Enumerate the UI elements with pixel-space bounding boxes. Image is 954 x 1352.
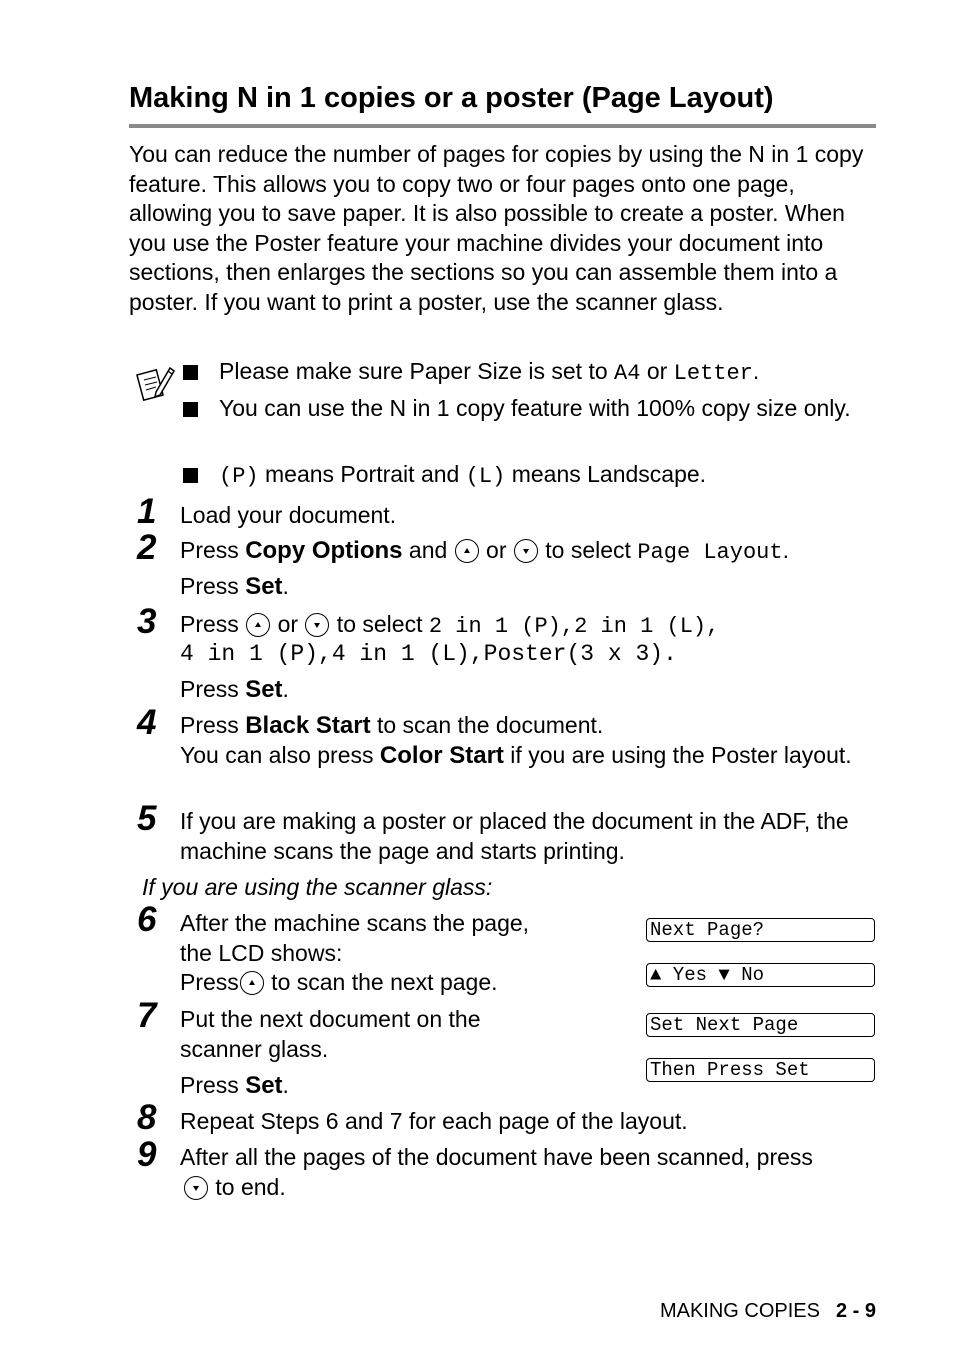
step-6-text: After the machine scans the page, the LCD shows: Press to scan the next page. bbox=[180, 910, 530, 996]
down-arrow-key-icon bbox=[184, 1176, 208, 1200]
lcd-display-line: ▲ Yes ▼ No bbox=[646, 963, 875, 987]
step-number: 5 bbox=[137, 799, 157, 838]
intro-paragraph: You can reduce the number of pages for copies by using the N in 1 copy feature. This allows you to copy two or four pages onto one page, allowing you to save paper. It is also possible to create a poster. When you use the Poster feature your machine divides your document into sections, then enlarges the sections so you can assemble them into a poster. If you want to print a poster, use the scanner glass. bbox=[129, 141, 864, 315]
note-paper-size: Please make sure Paper Size is set to A4 or Letter. bbox=[219, 358, 760, 386]
step-number: 3 bbox=[137, 602, 157, 641]
step-3-options: 4 in 1 (P),4 in 1 (L),Poster(3 x 3). bbox=[180, 641, 677, 667]
step-3-press-set: Press Set. bbox=[180, 676, 289, 703]
lcd-display-line: Set Next Page bbox=[646, 1013, 875, 1037]
step-5-text: If you are making a poster or placed the document in the ADF, the machine scans the page and starts printing. bbox=[180, 808, 849, 864]
down-arrow-key-icon bbox=[305, 613, 329, 637]
footer-section: MAKING COPIES bbox=[659, 1300, 820, 1322]
step-2-text: Press Copy Options and or to select Page Layout. bbox=[180, 537, 789, 565]
page-number: 2 - 9 bbox=[835, 1300, 876, 1322]
step-3-text: Press or to select 2 in 1 (P),2 in 1 (L), bbox=[180, 611, 720, 639]
step-2-press-set: Press Set. bbox=[180, 573, 289, 600]
lcd-display-line: Then Press Set bbox=[646, 1058, 875, 1082]
scanner-glass-note: If you are using the scanner glass: bbox=[142, 874, 493, 900]
up-arrow-key-icon bbox=[240, 971, 264, 995]
step-8-text: Repeat Steps 6 and 7 for each page of the layout. bbox=[180, 1108, 688, 1134]
step-7-press-set: Press Set. bbox=[180, 1072, 289, 1099]
note-copy-size: You can use the N in 1 copy feature with 100% copy size only. bbox=[219, 395, 851, 421]
lcd-display-line: Next Page? bbox=[646, 918, 875, 942]
step-7-text: Put the next document on the scanner glass. bbox=[180, 1006, 481, 1062]
step-1-text: Load your document. bbox=[180, 502, 397, 528]
page-title: Making N in 1 copies or a poster (Page Layout) bbox=[129, 82, 774, 114]
step-4-text: Press Black Start to scan the document. You can also press Color Start if you are using the Poster layout. bbox=[180, 712, 852, 769]
down-arrow-key-icon bbox=[514, 539, 538, 563]
bullet-square bbox=[183, 468, 198, 483]
step-number: 6 bbox=[137, 900, 157, 939]
step-number: 4 bbox=[137, 703, 157, 742]
title-rule bbox=[129, 124, 876, 128]
step-number: 9 bbox=[137, 1135, 157, 1174]
bullet-square bbox=[183, 365, 198, 380]
step-number: 8 bbox=[137, 1098, 157, 1137]
up-arrow-key-icon bbox=[246, 613, 270, 637]
note-pencil-icon bbox=[134, 362, 176, 404]
step-number: 1 bbox=[137, 492, 157, 531]
bullet-square bbox=[183, 402, 198, 417]
up-arrow-key-icon bbox=[455, 539, 479, 563]
step-number: 7 bbox=[137, 996, 157, 1035]
note-orientation: (P) means Portrait and (L) means Landscape. bbox=[219, 461, 707, 489]
step-number: 2 bbox=[137, 528, 157, 567]
step-9-text: After all the pages of the document have been scanned, press to end. bbox=[180, 1144, 813, 1200]
page-footer bbox=[660, 1300, 876, 1323]
